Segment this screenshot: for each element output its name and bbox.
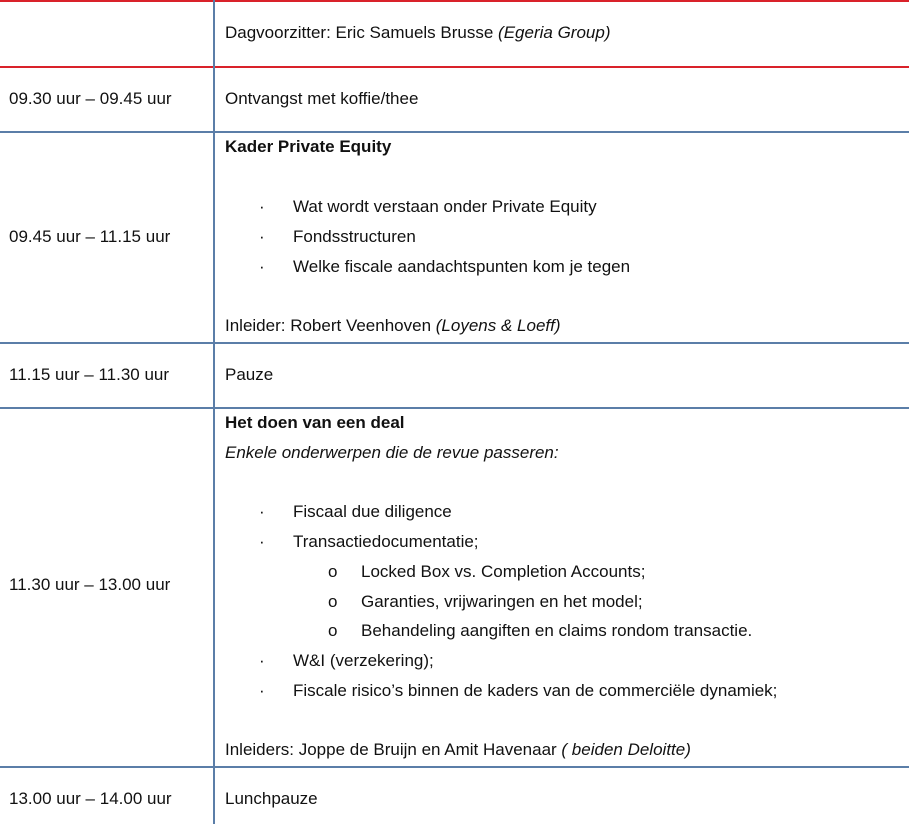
time-slot: 09.45 uur – 11.15 uur	[9, 227, 171, 246]
speaker-org: ( beiden Deloitte)	[561, 740, 691, 759]
session-content	[225, 409, 905, 766]
time-slot: 09.30 uur – 09.45 uur	[9, 89, 172, 108]
bullet-text: Wat wordt verstaan onder Private Equity	[293, 197, 597, 216]
bullet-text: Fiscale risico’s binnen de kaders van de commerciële dynamiek;	[293, 681, 778, 700]
bullet-text: Transactiedocumentatie;	[293, 532, 479, 551]
sub-bullet-text: Garanties, vrijwaringen en het model;	[361, 592, 643, 611]
bullet-marker: ·	[259, 681, 265, 700]
sub-bullet-text: Locked Box vs. Completion Accounts;	[361, 562, 646, 581]
speaker-line	[225, 740, 691, 760]
chair-org: (Egeria Group)	[498, 23, 611, 42]
session-content	[225, 133, 905, 342]
bullet-text: W&I (verzekering);	[293, 651, 434, 670]
bullet-text: Welke fiscale aandachtspunten kom je tegen	[293, 257, 631, 276]
speaker-line	[225, 316, 561, 336]
table-row	[0, 133, 909, 342]
table-row	[0, 344, 909, 407]
bullet-marker: ·	[259, 257, 265, 276]
sub-bullet-marker: o	[328, 562, 338, 581]
bullet-marker: ·	[259, 532, 265, 551]
session-title: Het doen van een deal	[225, 413, 405, 432]
bullet-marker: ·	[259, 197, 265, 216]
bullet-marker: ·	[259, 227, 265, 246]
bullet-text: Fondsstructuren	[293, 227, 416, 246]
sub-bullet-marker: o	[328, 621, 338, 640]
session-text: Pauze	[225, 365, 274, 384]
speaker-org: (Loyens & Loeff)	[435, 316, 561, 335]
session-subtitle: Enkele onderwerpen die de revue passeren:	[225, 443, 559, 462]
bullet-marker: ·	[259, 651, 265, 670]
table-row	[0, 68, 909, 131]
bullet-text: Fiscaal due diligence	[293, 502, 452, 521]
session-title: Kader Private Equity	[225, 137, 392, 156]
session-text: Lunchpauze	[225, 789, 318, 808]
time-slot: 11.30 uur – 13.00 uur	[9, 575, 171, 594]
chair-label: Dagvoorzitter: Eric Samuels Brusse	[225, 23, 499, 42]
sub-bullet-text: Behandeling aangiften en claims rondom transactie.	[361, 621, 753, 640]
table-row	[0, 409, 909, 766]
chair-line	[225, 23, 905, 43]
speaker-label: Inleiders: Joppe de Bruijn en Amit Havenaar	[225, 740, 562, 759]
speaker-label: Inleider: Robert Veenhoven	[225, 316, 436, 335]
bullet-marker: ·	[259, 502, 265, 521]
table-row	[0, 768, 909, 824]
sub-bullet-marker: o	[328, 592, 338, 611]
session-text: Ontvangst met koffie/thee	[225, 89, 419, 108]
time-slot: 13.00 uur – 14.00 uur	[9, 789, 172, 808]
table-row-chair	[0, 0, 909, 66]
time-slot: 11.15 uur – 11.30 uur	[9, 365, 170, 384]
